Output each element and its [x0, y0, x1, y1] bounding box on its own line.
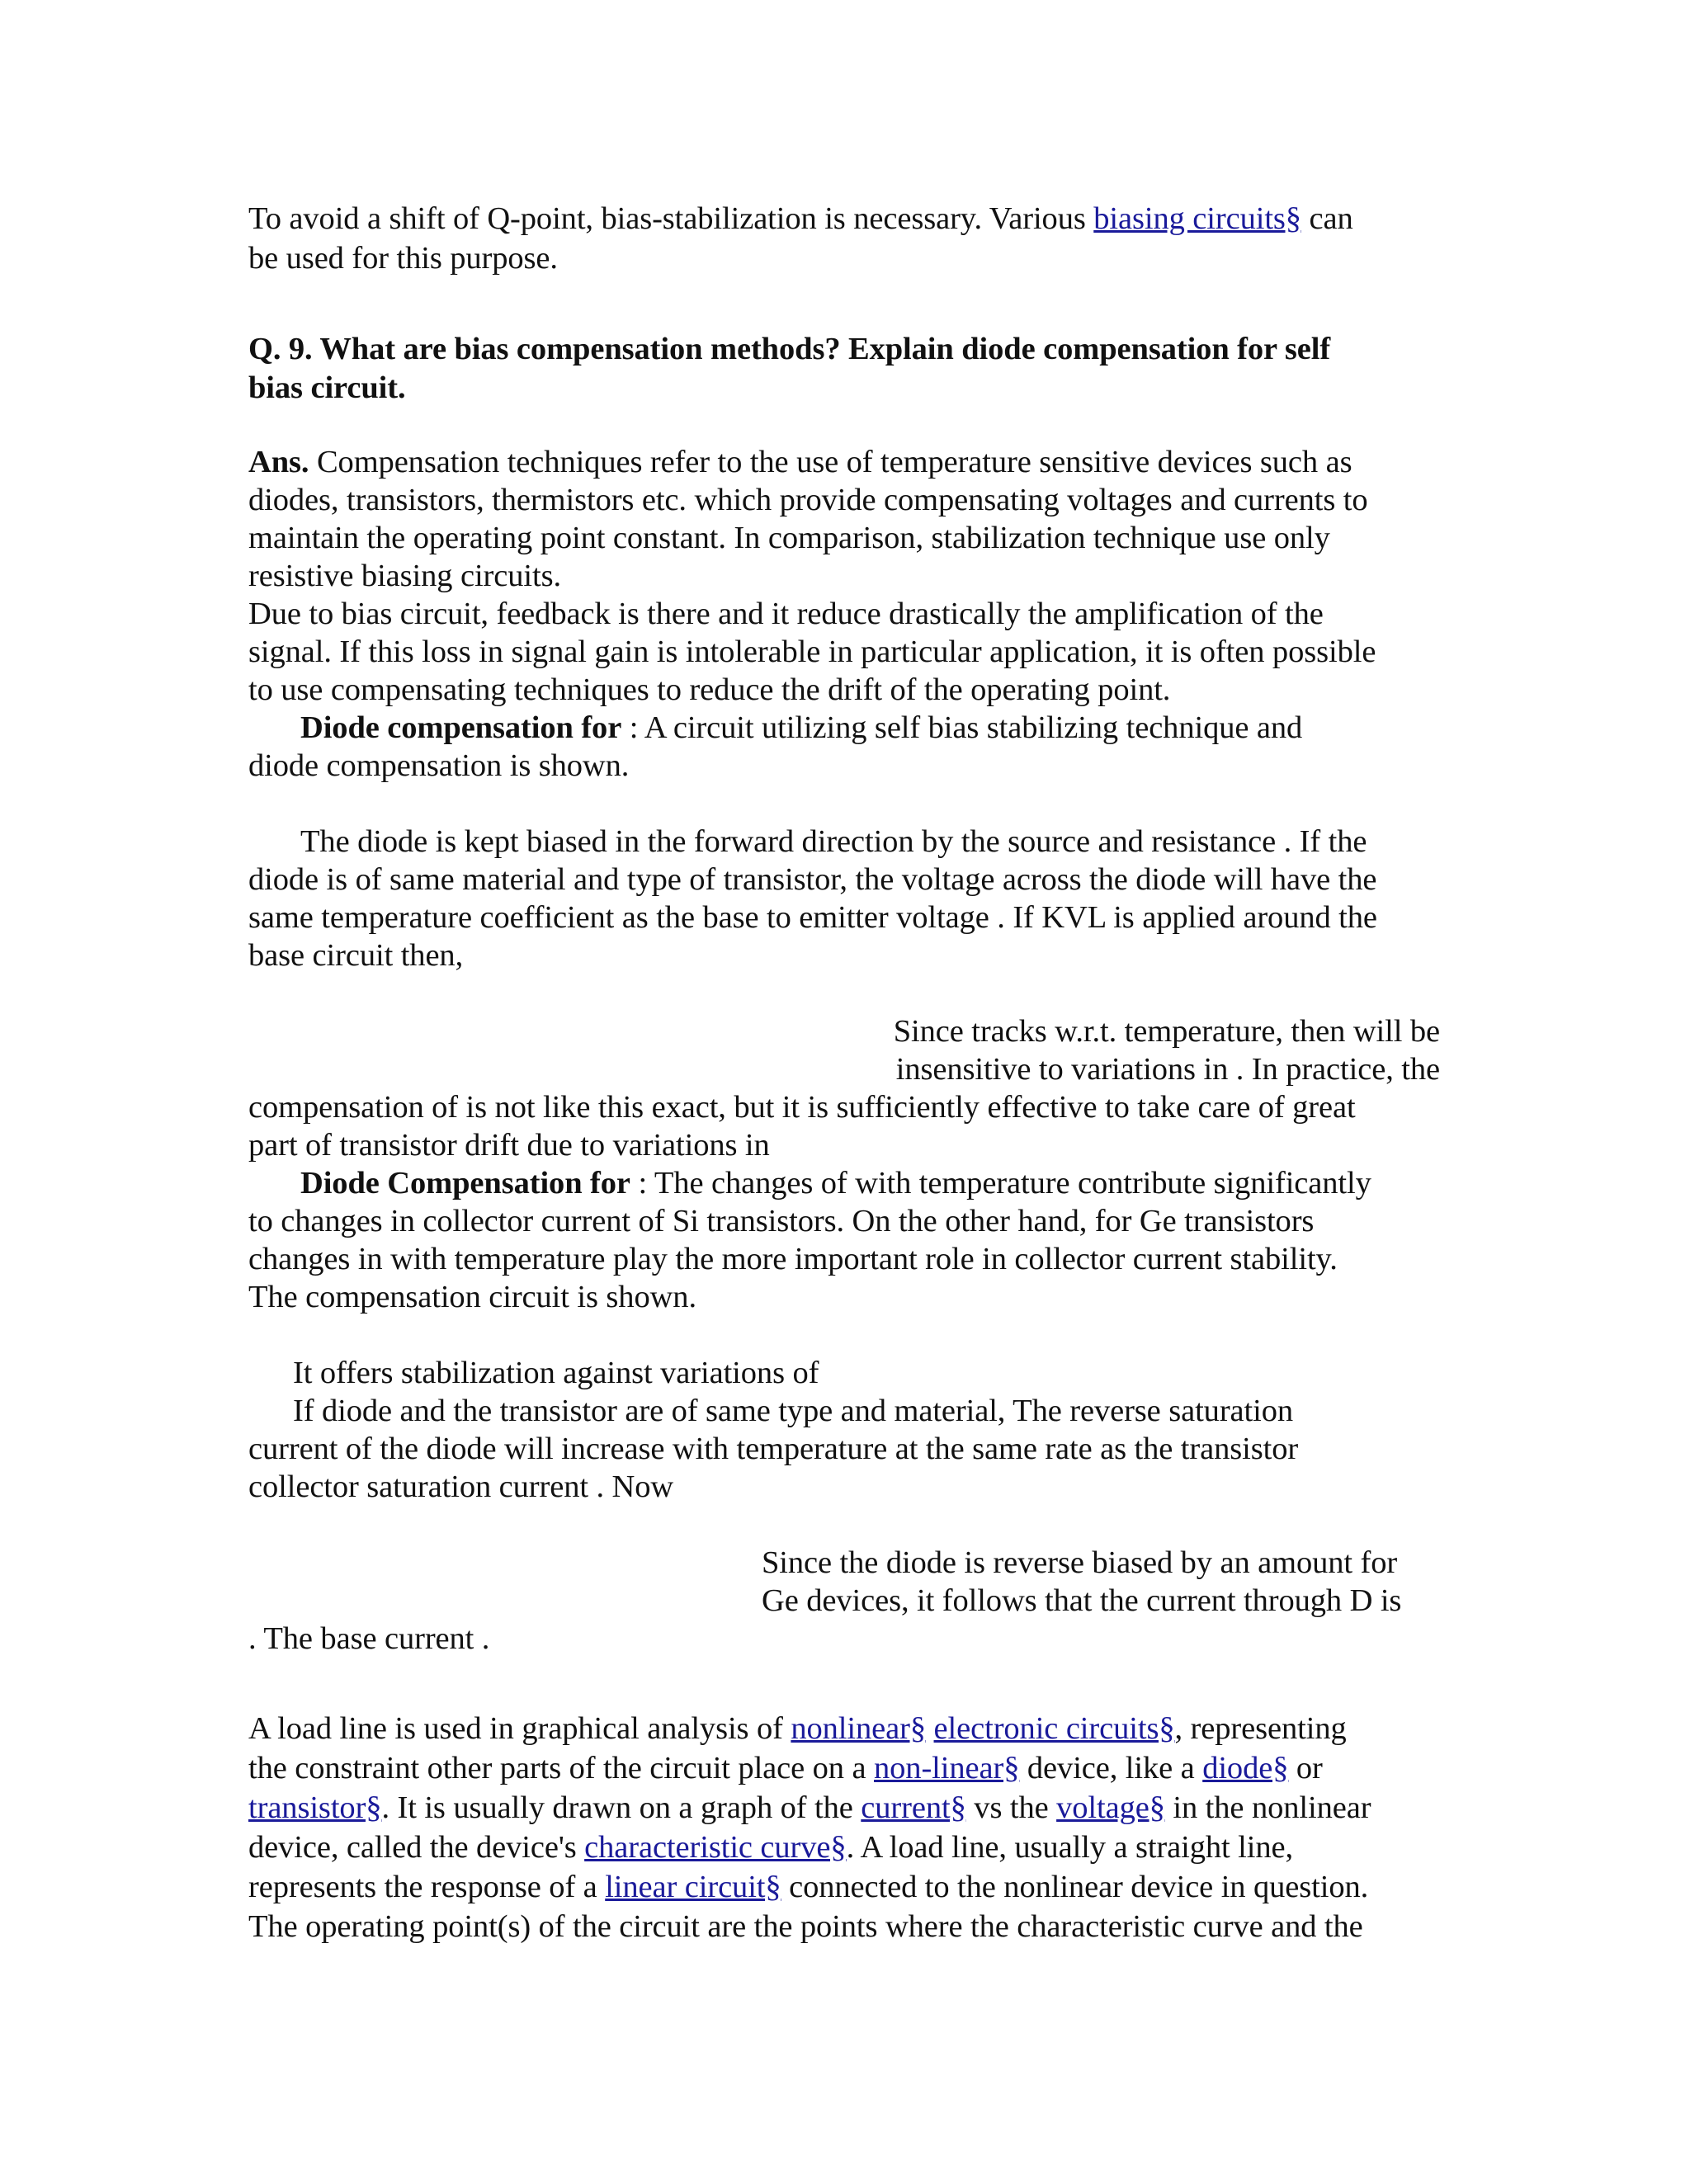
answer-line: diodes, transistors, thermistors etc. which provide compensating voltages and currents to	[248, 483, 1368, 517]
diode-line: same temperature coefficient as the base to emitter voltage . If KVL is applied around the	[248, 900, 1377, 935]
diode-line: compensation of is not like this exact, but it is sufficiently effective to take care of great	[248, 1090, 1356, 1125]
stab-line: collector saturation current . Now	[248, 1469, 674, 1504]
answer-line: maintain the operating point constant. In comparison, stabilization technique use only	[248, 521, 1330, 555]
answer-line: resistive biasing circuits.	[248, 559, 562, 593]
electronic-circuits-link[interactable]: electronic circuits§	[933, 1711, 1175, 1746]
question-title: Q. 9. What are bias compensation methods? Explain diode compensation for self	[248, 332, 1331, 366]
stab-line: Since the diode is reverse biased by an amount for	[762, 1545, 1398, 1580]
characteristic-curve-link[interactable]: characteristic curve§	[584, 1830, 847, 1865]
answer-line: signal. If this loss in signal gain is intolerable in particular application, it is often possible	[248, 634, 1376, 669]
diode-line: The diode is kept biased in the forward direction by the source and resistance . If the	[300, 824, 1367, 859]
question-heading	[248, 330, 1440, 368]
linear-circuit-link[interactable]: linear circuit§	[605, 1870, 781, 1904]
diode-line: Since tracks w.r.t. temperature, then will be	[893, 1014, 1440, 1049]
diode-line: base circuit then,	[248, 938, 464, 973]
stab-line: . The base current .	[248, 1621, 490, 1656]
loadline-line: device, called the device's characteristic curve§. A load line, usually a straight line,	[248, 1830, 1294, 1865]
answer-line: diode compensation is shown.	[248, 748, 630, 783]
subheading-line: Diode compensation for : A circuit utilizing self bias stabilizing technique and	[300, 710, 1303, 745]
diode-line: diode is of same material and type of transistor, the voltage across the diode will have the	[248, 862, 1377, 897]
diode-line: changes in with temperature play the more important role in collector current stability.	[248, 1242, 1338, 1276]
diode-line: The compensation circuit is shown.	[248, 1280, 696, 1314]
diode-line: to changes in collector current of Si transistors. On the other hand, for Ge transistors	[248, 1204, 1315, 1238]
answer-line: Due to bias circuit, feedback is there and it reduce drastically the amplification of the	[248, 597, 1324, 631]
subheading-line: Diode Compensation for : The changes of with temperature contribute significantly	[300, 1166, 1371, 1200]
diode-compensation-ico-heading: Diode Compensation for	[300, 1166, 630, 1200]
loadline-line: The operating point(s) of the circuit are the points where the characteristic curve and the	[248, 1909, 1363, 1944]
transistor-link[interactable]: transistor§	[248, 1790, 382, 1825]
diode-line: part of transistor drift due to variations in	[248, 1128, 770, 1163]
nonlinear-link[interactable]: nonlinear§	[791, 1711, 926, 1746]
diode-line: insensitive to variations in . In practice, the	[895, 1052, 1440, 1087]
stab-line: current of the diode will increase with temperature at the same rate as the transistor	[248, 1432, 1299, 1466]
question-heading-cont: bias circuit.	[248, 370, 406, 405]
biasing-circuits-link[interactable]: biasing circuits§	[1093, 201, 1301, 236]
loadline-line: A load line is used in graphical analysis of nonlinear§ electronic circuits§, representing	[248, 1711, 1347, 1746]
non-linear-link[interactable]: non-linear§	[874, 1751, 1020, 1785]
diode-link[interactable]: diode§	[1202, 1751, 1289, 1785]
diode-compensation-heading: Diode compensation for	[300, 710, 622, 745]
answer-line: to use compensating techniques to reduce the drift of the operating point.	[248, 672, 1171, 707]
answer-label: Ans.	[248, 445, 309, 479]
stab-line: Ge devices, it follows that the current through D is	[762, 1583, 1402, 1618]
loadline-line: transistor§. It is usually drawn on a graph of the current§ vs the voltage§ in the nonlinear	[248, 1790, 1371, 1825]
stab-line: If diode and the transistor are of same type and material, The reverse saturation	[293, 1394, 1294, 1428]
loadline-line: represents the response of a linear circuit§ connected to the nonlinear device in question.	[248, 1870, 1369, 1904]
stab-line: It offers stabilization against variations of	[293, 1356, 819, 1390]
voltage-link[interactable]: voltage§	[1056, 1790, 1165, 1825]
loadline-line: the constraint other parts of the circuit place on a non-linear§ device, like a diode§ or	[248, 1751, 1323, 1785]
text-line: be used for this purpose.	[248, 241, 558, 276]
answer-line: Ans. Compensation techniques refer to the use of temperature sensitive devices such as	[248, 445, 1352, 479]
text-line: To avoid a shift of Q-point, bias-stabilization is necessary. Various biasing circuits§ can	[248, 201, 1353, 236]
current-link[interactable]: current§	[861, 1790, 966, 1825]
